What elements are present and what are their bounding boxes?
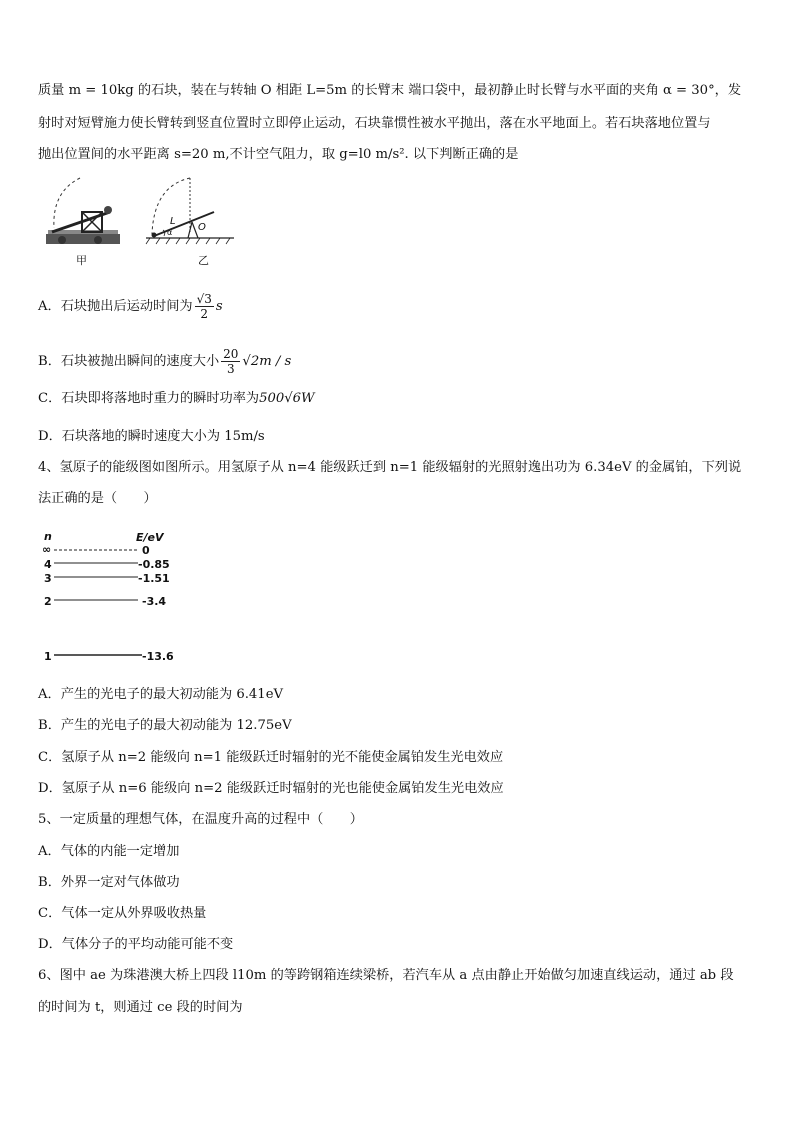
q5-option-a: A．气体的内能一定增加 — [38, 844, 180, 859]
q3-stem-line-2: 射时对短臂施力使长臂转到竖直位置时立即停止运动，石块靠惯性被水平抛出，落在水平地面上。若石块落地位置与 — [38, 116, 711, 131]
figure-label-right: 乙 — [198, 254, 209, 267]
level-e-1: -13.6 — [142, 650, 174, 663]
energy-level-diagram — [38, 528, 198, 668]
q3-stem-line-3: 抛出位置间的水平距离 s=20 m,不计空气阻力，取 g=l0 m/s². 以下判断正确的是 — [38, 147, 519, 162]
q4-option-c: C．氢原子从 n=2 能级向 n=1 能级跃迁时辐射的光不能使金属铂发生光电效应 — [38, 750, 504, 765]
q4-option-d: D．氢原子从 n=6 能级向 n=2 能级跃迁时辐射的光也能使金属铂发生光电效应 — [38, 781, 504, 796]
q3-option-c-text: C．石块即将落地时重力的瞬时功率为 — [38, 391, 260, 406]
level-e-4: -0.85 — [138, 558, 170, 571]
q3-option-a — [38, 292, 223, 321]
q3-option-b-fraction: $\frac{20}{3}$ — [223, 347, 239, 376]
q3-option-c-value: 500√6W — [259, 391, 315, 406]
q4-option-b: B．产生的光电子的最大初动能为 12.75eV — [38, 718, 292, 733]
catapult-figure — [42, 172, 242, 270]
q3-option-b-unit: √2m / s — [242, 354, 292, 369]
figure-label-left: 甲 — [76, 254, 87, 267]
catapult-photo — [46, 178, 120, 244]
q3-option-b — [38, 347, 291, 376]
q5-stem: 5、一定质量的理想气体，在温度升高的过程中（ ） — [38, 812, 363, 827]
q5-option-b: B．外界一定对气体做功 — [38, 875, 180, 890]
q3-option-c — [38, 390, 315, 408]
figure-label-alpha: α — [167, 228, 173, 237]
q3-option-a-fraction: $\frac{√3}{2}$ — [196, 292, 212, 321]
level-n-2: 2 — [44, 595, 52, 608]
q4-stem-line-1: 4、氢原子的能级图如图所示。用氢原子从 n=4 能级跃迁到 n=1 能级辐射的光照射逸出功为 6.34eV 的金属铂，下列说 — [38, 460, 742, 475]
q3-option-b-text: B．石块被抛出瞬间的速度大小 — [38, 354, 220, 369]
level-n-4: 4 — [44, 558, 52, 571]
level-e-inf: 0 — [142, 544, 150, 557]
catapult-schematic — [146, 178, 234, 244]
q3-option-d: D．石块落地的瞬时速度大小为 15m/s — [38, 429, 265, 444]
figure-label-L: L — [170, 216, 176, 227]
level-n-1: 1 — [44, 650, 52, 663]
level-n-3: 3 — [44, 572, 52, 585]
q3-option-a-unit: s — [215, 299, 223, 314]
level-n-inf: ∞ — [42, 543, 52, 556]
q3-option-a-text: A．石块抛出后运动时间为 — [38, 299, 193, 314]
q5-option-c: C．气体一定从外界吸收热量 — [38, 906, 207, 921]
q3-stem-line-1: 质量 m = 10kg 的石块，装在与转轴 O 相距 L=5m 的长臂末 端口袋中，最初静止时长臂与水平面的夹角 α = 30°，发 — [38, 83, 742, 98]
q4-stem-line-2: 法正确的是（ ） — [38, 491, 157, 506]
diagram-n-header: n — [44, 530, 52, 543]
level-e-3: -1.51 — [138, 572, 170, 585]
q6-stem-line-2: 的时间为 t，则通过 ce 段的时间为 — [38, 1000, 243, 1015]
q5-option-d: D．气体分子的平均动能可能不变 — [38, 937, 234, 952]
diagram-e-header: E/eV — [136, 531, 164, 544]
q6-stem-line-1: 6、图中 ae 为珠港澳大桥上四段 l10m 的等跨钢箱连续梁桥，若汽车从 a 点由静止开始做匀加速直线运动，通过 ab 段 — [38, 968, 734, 983]
q4-option-a: A．产生的光电子的最大初动能为 6.41eV — [38, 687, 284, 702]
level-e-2: -3.4 — [142, 595, 167, 608]
figure-label-O: O — [198, 222, 206, 233]
